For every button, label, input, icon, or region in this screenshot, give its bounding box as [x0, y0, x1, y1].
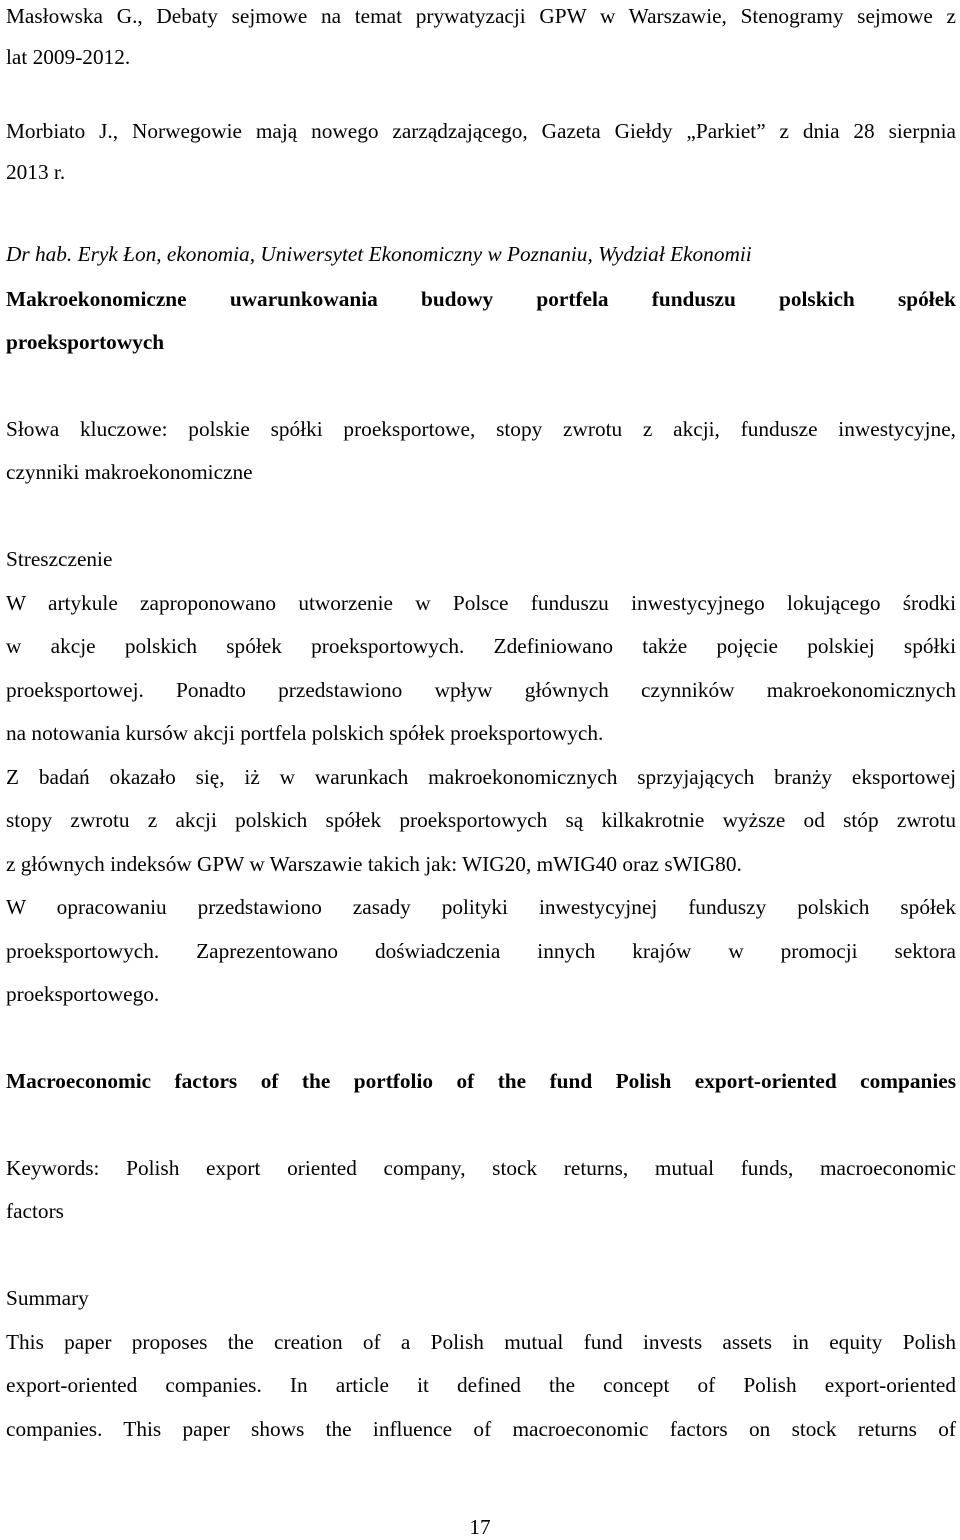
abstract-pl-line: W opracowaniu przedstawiono zasady polityki inwestycyjnej funduszy polskich spółek	[6, 895, 956, 919]
abstract-pl-line: proeksportowej. Ponadto przedstawiono wpływ głównych czynników makroekonomicznych	[6, 678, 956, 702]
keywords-pl-line2: czynniki makroekonomiczne	[6, 460, 253, 484]
author-affiliation: Dr hab. Eryk Łon, ekonomia, Uniwersytet Ekonomiczny w Poznaniu, Wydział Ekonomii	[6, 242, 752, 266]
reference-morbiato-line2: 2013 r.	[6, 160, 66, 184]
article-title-line2: proeksportowych	[6, 330, 165, 354]
abstract-pl-line: Z badań okazało się, iż w warunkach makroekonomicznych sprzyjających branży eksportowej	[6, 765, 956, 789]
abstract-pl-line: W artykule zaproponowano utworzenie w Polsce funduszu inwestycyjnego lokującego środki	[6, 591, 956, 615]
keywords-en-line2: factors	[6, 1199, 64, 1223]
abstract-pl-line: proeksportowych. Zaprezentowano doświadczenia innych krajów w promocji sektora	[6, 939, 956, 963]
summary-line: This paper proposes the creation of a Polish mutual fund invests assets in equity Polish	[6, 1330, 956, 1354]
summary-heading: Summary	[6, 1286, 89, 1310]
abstract-pl-heading: Streszczenie	[6, 547, 113, 571]
article-title-en: Macroeconomic factors of the portfolio of the fund Polish export-oriented companies	[6, 1069, 956, 1093]
reference-maslowska-line1: Masłowska G., Debaty sejmowe na temat prywatyzacji GPW w Warszawie, Stenogramy sejmowe z	[6, 4, 956, 28]
abstract-pl-line: na notowania kursów akcji portfela polskich spółek proeksportowych.	[6, 721, 604, 745]
abstract-pl-line: w akcje polskich spółek proeksportowych. Zdefiniowano także pojęcie polskiej spółki	[6, 634, 956, 658]
article-title-line1: Makroekonomiczne uwarunkowania budowy portfela funduszu polskich spółek	[6, 287, 956, 311]
summary-line: export-oriented companies. In article it defined the concept of Polish export-oriented	[6, 1373, 956, 1397]
reference-maslowska-line2: lat 2009-2012.	[6, 45, 131, 69]
keywords-pl-line1: Słowa kluczowe: polskie spółki proeksportowe, stopy zwrotu z akcji, fundusze inwestycyjne,	[6, 417, 956, 441]
summary-line: companies. This paper shows the influence of macroeconomic factors on stock returns of	[6, 1417, 956, 1441]
reference-morbiato-line1: Morbiato J., Norwegowie mają nowego zarządzającego, Gazeta Giełdy „Parkiet” z dnia 28 sierpnia	[6, 119, 956, 143]
keywords-en-line1: Keywords: Polish export oriented company, stock returns, mutual funds, macroeconomic	[6, 1156, 956, 1180]
abstract-pl-line: stopy zwrotu z akcji polskich spółek proeksportowych są kilkakrotnie wyższe od stóp zwrotu	[6, 808, 956, 832]
abstract-pl-line: z głównych indeksów GPW w Warszawie takich jak: WIG20, mWIG40 oraz sWIG80.	[6, 852, 742, 876]
page-number: 17	[469, 1515, 491, 1539]
abstract-pl-line: proeksportowego.	[6, 982, 160, 1006]
